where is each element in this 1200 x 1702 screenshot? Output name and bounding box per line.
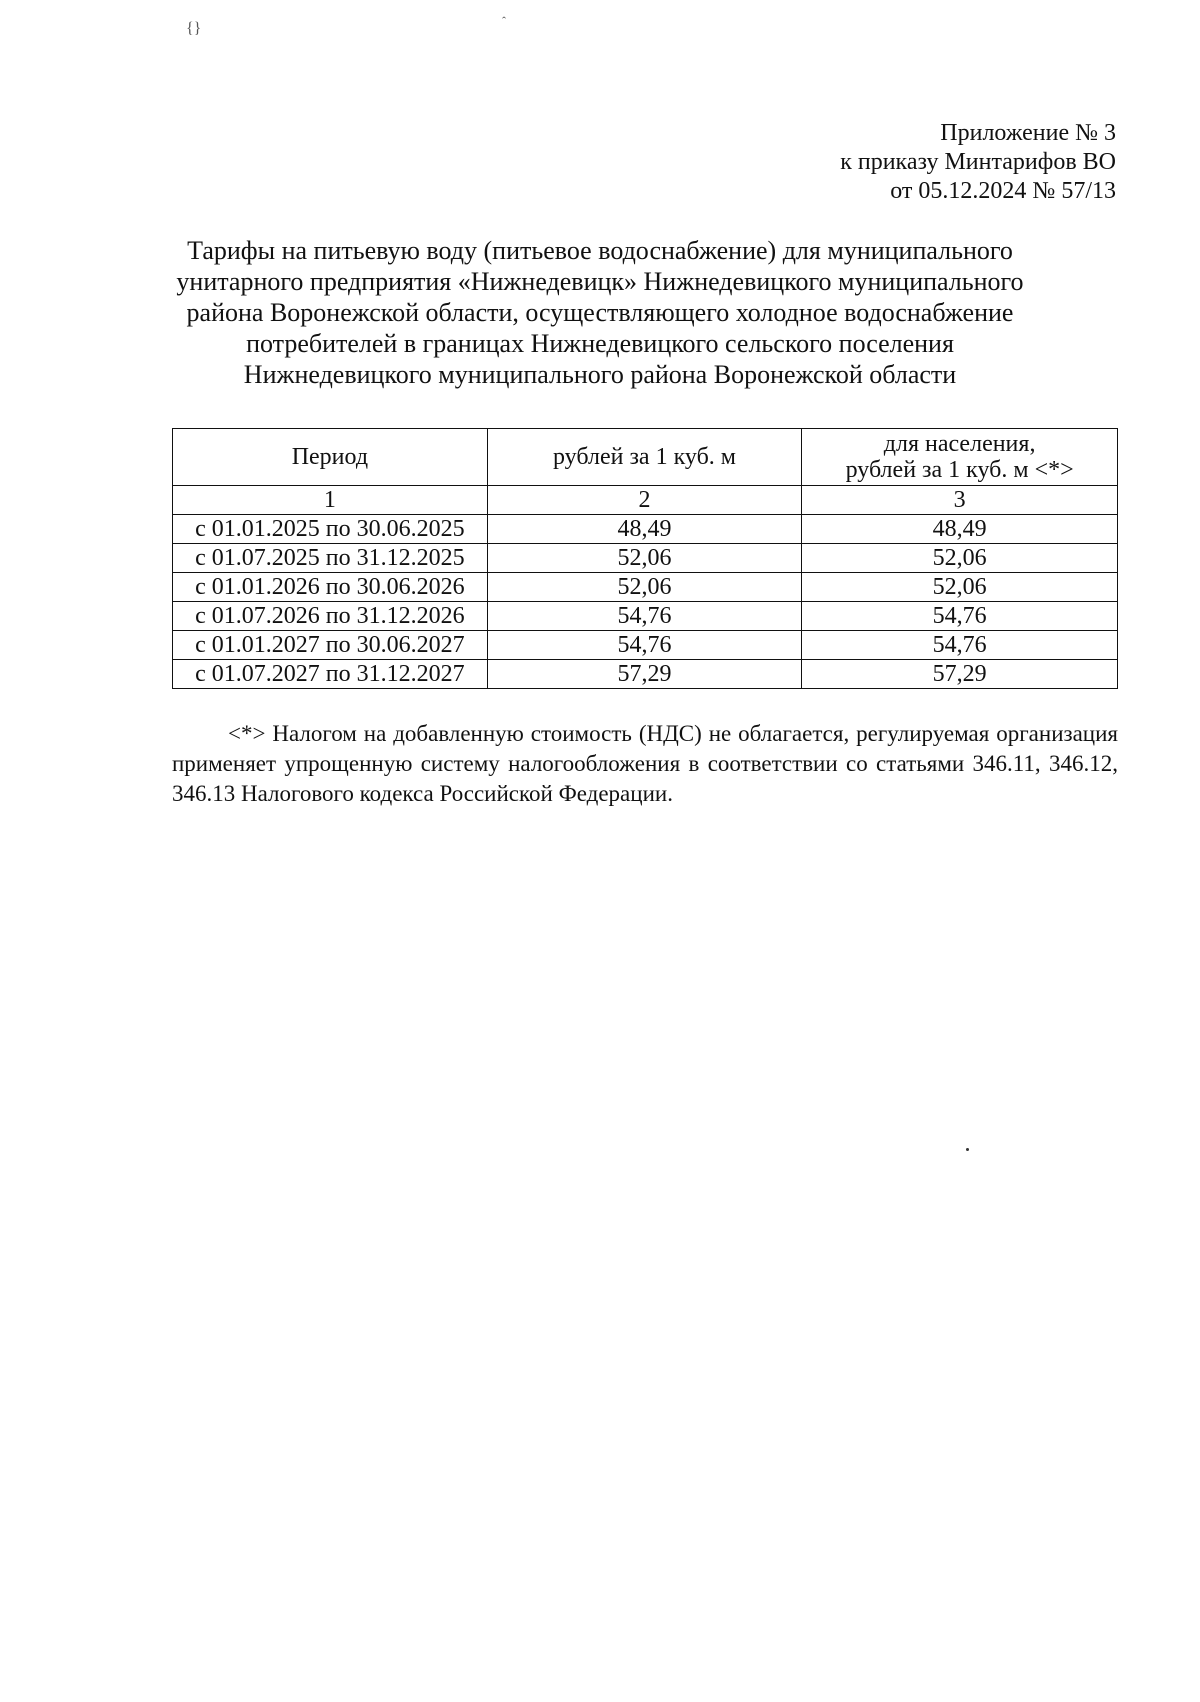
- title-line: унитарного предприятия «Нижнедевицк» Нижнедевицкого муниципального: [176, 267, 1024, 296]
- population-rate-cell: 54,76: [802, 631, 1118, 660]
- title-line: потребителей в границах Нижнедевицкого сельского поселения: [246, 329, 954, 358]
- header-population-rate: [802, 429, 1118, 486]
- header-population-line1: для населения,: [883, 431, 1036, 457]
- period-cell: с 01.01.2027 по 30.06.2027: [173, 631, 488, 660]
- document-title: [150, 235, 1050, 390]
- scan-artifact: [966, 1148, 969, 1151]
- rate-cell: 54,76: [487, 602, 802, 631]
- title-line: Нижнедевицкого муниципального района Воронежской области: [243, 360, 957, 389]
- column-number: 1: [173, 486, 488, 515]
- table-header-row: [173, 429, 1118, 486]
- table-row: [173, 544, 1118, 573]
- appendix-header: [840, 119, 1116, 206]
- period-cell: с 01.01.2026 по 30.06.2026: [173, 573, 488, 602]
- appendix-number: Приложение № 3: [940, 120, 1116, 146]
- scan-artifact: ˆ: [502, 14, 506, 28]
- rate-cell: 57,29: [487, 660, 802, 689]
- title-line: района Воронежской области, осуществляющего холодное водоснабжение: [186, 298, 1014, 327]
- population-rate-cell: 52,06: [802, 573, 1118, 602]
- column-number: 2: [487, 486, 802, 515]
- population-rate-cell: 57,29: [802, 660, 1118, 689]
- rate-cell: 48,49: [487, 515, 802, 544]
- table-row: [173, 515, 1118, 544]
- rate-cell: 54,76: [487, 631, 802, 660]
- population-rate-cell: 52,06: [802, 544, 1118, 573]
- scan-artifact: {}: [186, 20, 202, 37]
- header-rate: рублей за 1 куб. м: [487, 429, 802, 486]
- population-rate-cell: 48,49: [802, 515, 1118, 544]
- title-line: Тарифы на питьевую воду (питьевое водоснабжение) для муниципального: [187, 236, 1013, 265]
- column-number: 3: [802, 486, 1118, 515]
- table-row: [173, 602, 1118, 631]
- table-row: [173, 631, 1118, 660]
- header-population-line2: рублей за 1 куб. м <*>: [845, 457, 1074, 483]
- table-row: [173, 573, 1118, 602]
- period-cell: с 01.01.2025 по 30.06.2025: [173, 515, 488, 544]
- population-rate-cell: 54,76: [802, 602, 1118, 631]
- tariff-table: [172, 428, 1118, 689]
- rate-cell: 52,06: [487, 573, 802, 602]
- table-row: [173, 660, 1118, 689]
- header-period: Период: [173, 429, 488, 486]
- period-cell: с 01.07.2027 по 31.12.2027: [173, 660, 488, 689]
- vat-footnote: <*> Налогом на добавленную стоимость (НДС) не облагается, регулируемая организация применяет упрощенную систему налогообложения в соответствии со статьями 346.11, 346.12, 346.13 Налогового кодекса Российской Федерации.: [172, 721, 1118, 806]
- column-number-row: [173, 486, 1118, 515]
- period-cell: с 01.07.2026 по 31.12.2026: [173, 602, 488, 631]
- rate-cell: 52,06: [487, 544, 802, 573]
- order-date-number: от 05.12.2024 № 57/13: [890, 178, 1116, 204]
- order-reference: к приказу Минтарифов ВО: [840, 149, 1116, 175]
- period-cell: с 01.07.2025 по 31.12.2025: [173, 544, 488, 573]
